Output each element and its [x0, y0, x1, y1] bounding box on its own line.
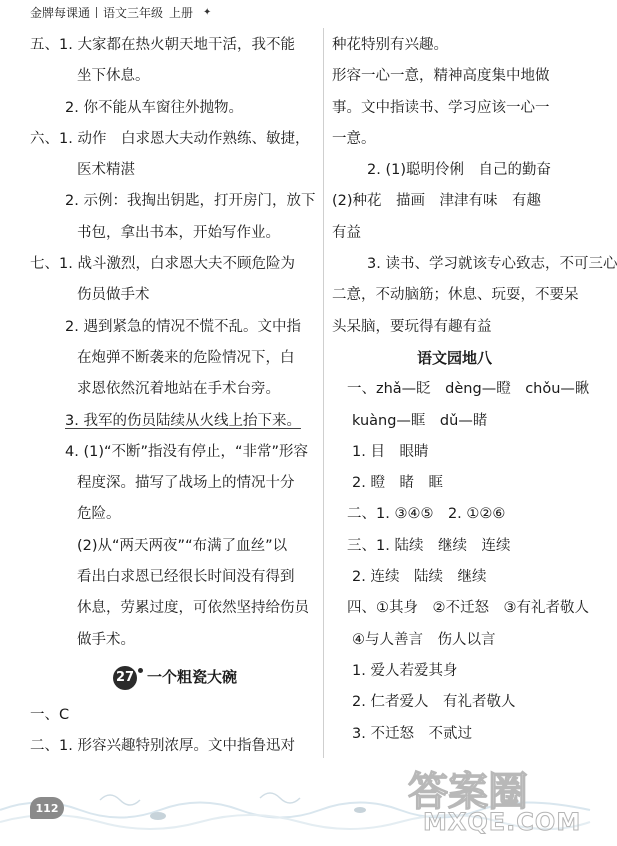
- answer-line: 一意。: [332, 130, 376, 147]
- answer-line: 伤员做手术: [77, 287, 150, 304]
- answer-line: 看出白求恩已经很长时间没有得到: [77, 569, 295, 586]
- header-separator: [96, 7, 97, 18]
- answer-line: 六、1. 动作 白求恩大夫动作熟练、敏捷，: [30, 130, 310, 147]
- answer-line: 七、1. 战斗激烈，白求恩大夫不顾危险为: [30, 256, 295, 273]
- series-name: 金牌每课通: [30, 5, 91, 20]
- answer-line: (2)种花 描画 津津有味 有趣: [332, 193, 542, 210]
- answer-line: 3. 不迁怒 不贰过: [352, 725, 472, 742]
- watermark-logo: 答案圈: [408, 769, 528, 815]
- answer-line: 程度深。描写了战场上的情况十分: [77, 475, 295, 492]
- right-column: [332, 30, 617, 750]
- answer-line: 1. 爱人若爱其身: [352, 662, 458, 679]
- section-heading: 语文园地八: [416, 348, 492, 367]
- answer-line: 三、1. 陆续 继续 连续: [347, 537, 511, 554]
- answer-line: 求恩依然沉着地站在手术台旁。: [77, 381, 280, 398]
- answer-line: 3. 读书、学习就该专心致志，不可三心: [367, 256, 617, 273]
- answer-line: 休息，劳累过度，可依然坚持给伤员: [77, 600, 309, 617]
- watermark-url: MXQE.COM: [423, 808, 582, 836]
- answer-line: 2. 你不能从车窗往外抛物。: [65, 99, 243, 116]
- answer-line: 坐下休息。: [77, 68, 150, 85]
- lesson-heading: [30, 656, 320, 700]
- lesson-title: 一个粗瓷大碗: [146, 668, 237, 687]
- answer-line: 事。文中指读书、学习应该一心一: [332, 99, 550, 116]
- answer-line: 4. (1)“不断”指没有停止，“非常”形容: [65, 443, 309, 460]
- answer-line: 2. 遇到紧急的情况不慌不乱。文中指: [65, 318, 301, 335]
- lesson-number-badge: 27: [113, 666, 137, 690]
- volume-label: 上册: [169, 5, 194, 20]
- left-column: [30, 30, 320, 763]
- page-number: 112: [30, 797, 64, 819]
- section-answer-list: [332, 374, 590, 750]
- underlined-answer: 3. 我军的伤员陆续从火线上抬下来。: [65, 412, 301, 429]
- answer-line: 书包，拿出书本，开始写作业。: [77, 224, 280, 241]
- answer-line: 二、1. ③④⑤ 2. ①②⑥: [347, 506, 506, 523]
- answer-line: 形容一心一意，精神高度集中地做: [332, 68, 550, 85]
- answer-line: 2. 连续 陆续 继续: [352, 569, 487, 586]
- answer-line: 种花特别有兴趣。: [332, 37, 448, 53]
- answer-line: 2. (1)聪明伶俐 自己的勤奋: [367, 162, 551, 179]
- answer-line: 五、1. 大家都在热火朝天地干活，我不能: [30, 37, 295, 53]
- right-answer-list: [332, 30, 617, 343]
- answer-line: 在炮弹不断袭来的危险情况下，白: [77, 349, 295, 366]
- answer-line: (2)从“两天两夜”“布满了血丝”以: [77, 537, 288, 554]
- answer-line: 二意，不动脑筋；休息、玩耍，不要呆: [332, 287, 579, 304]
- answer-line: 二、1. 形容兴趣特别浓厚。文中指鲁迅对: [30, 738, 295, 755]
- answer-line: 医术精湛: [77, 162, 135, 179]
- answer-line: kuàng—眶 dǔ—睹: [352, 412, 488, 429]
- page-header: [30, 2, 211, 22]
- answer-line: 危险。: [77, 506, 121, 523]
- star-icon: ✦: [203, 6, 212, 18]
- subject-grade: 语文三年级: [103, 5, 164, 20]
- answer-line: 一、zhǎ—眨 dèng—瞪 chǒu—瞅: [347, 381, 590, 398]
- left-answer-list: [30, 30, 320, 656]
- answer-line: 有益: [332, 224, 361, 241]
- answer-line: 做手术。: [77, 631, 135, 648]
- answer-line: [30, 406, 320, 437]
- answer-line: 1. 目 眼睛: [352, 443, 429, 460]
- column-divider: [323, 28, 324, 758]
- answer-line: 四、①其身 ②不迁怒 ③有礼者敬人: [347, 600, 589, 617]
- answer-line: 2. 示例：我掏出钥匙，打开房门，放下: [65, 193, 316, 210]
- answer-line: 一、C: [30, 706, 70, 723]
- lesson-answer-list: [30, 700, 320, 763]
- answer-line: ④与人善言 伤人以言: [352, 631, 496, 648]
- answer-line: 头呆脑，要玩得有趣有益: [332, 318, 492, 335]
- answer-line: 2. 瞪 睹 眶: [352, 475, 443, 492]
- answer-line: 2. 仁者爱人 有礼者敬人: [352, 694, 516, 711]
